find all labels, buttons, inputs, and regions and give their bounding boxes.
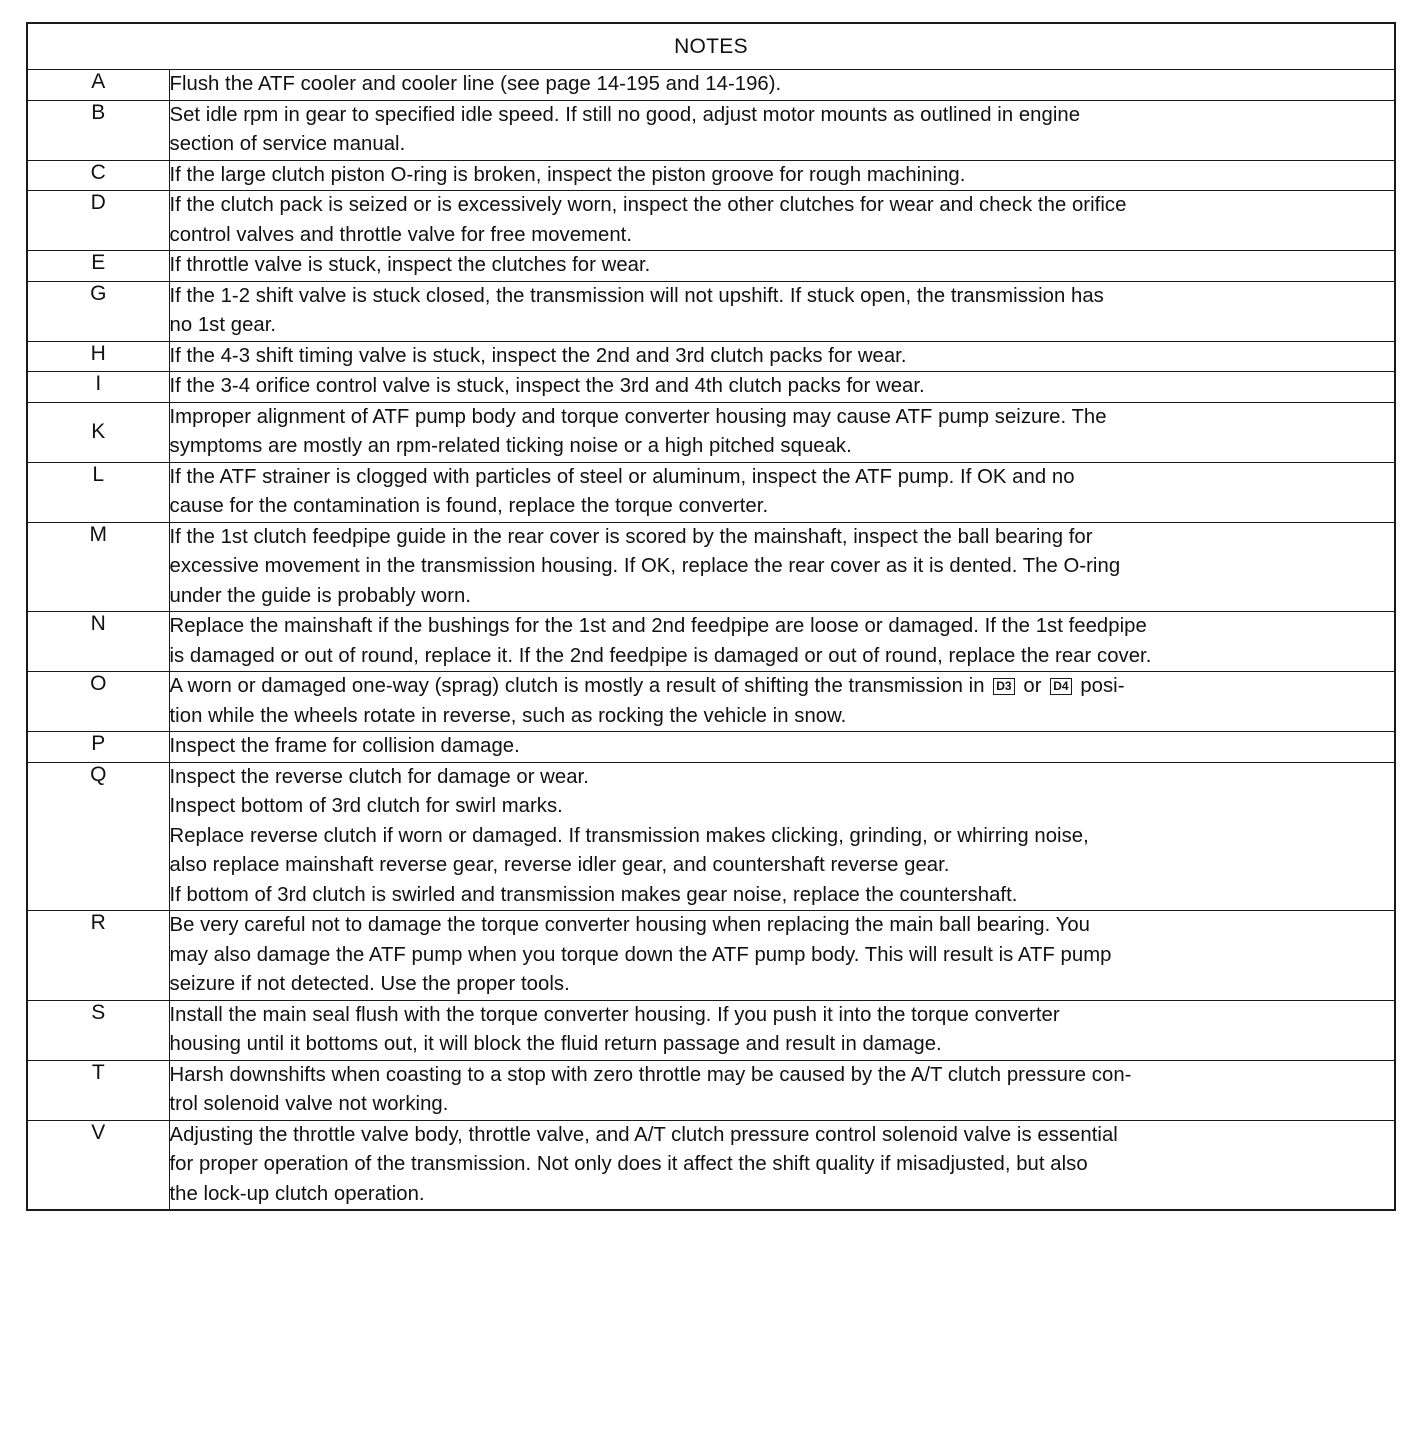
note-letter: M bbox=[27, 522, 169, 612]
d4-position-icon: D4 bbox=[1050, 678, 1071, 695]
note-text: Be very careful not to damage the torque converter housing when replacing the main ball bearing. You may also damage the ATF pump when you torque down the ATF pump body. This will result is ATF pump seizure if not detected. Use the proper tools. bbox=[169, 911, 1395, 1001]
note-text: Harsh downshifts when coasting to a stop with zero throttle may be caused by the A/T clutch pressure con- trol solenoid valve not working. bbox=[169, 1060, 1395, 1120]
note-text: Adjusting the throttle valve body, throttle valve, and A/T clutch pressure control solenoid valve is essential for proper operation of the transmission. Not only does it affect the shift quality if misadjusted, but also the lock-up clutch operation. bbox=[169, 1120, 1395, 1210]
note-letter: E bbox=[27, 251, 169, 282]
notes-title: NOTES bbox=[27, 23, 1395, 70]
note-row-m bbox=[27, 522, 1395, 612]
note-row-n bbox=[27, 612, 1395, 672]
note-text: Inspect the reverse clutch for damage or wear. Inspect bottom of 3rd clutch for swirl marks. Replace reverse clutch if worn or damaged. If transmission makes clicking, grinding, or whirring noise, also replace mainshaft reverse gear, reverse idler gear, and countershaft reverse gear. If bottom of 3rd clutch is swirled and transmission makes gear noise, replace the countershaft. bbox=[169, 762, 1395, 911]
note-row-e bbox=[27, 251, 1395, 282]
note-letter: C bbox=[27, 160, 169, 191]
note-letter: S bbox=[27, 1000, 169, 1060]
note-text: Replace the mainshaft if the bushings for the 1st and 2nd feedpipe are loose or damaged. If the 1st feedpipe is damaged or out of round, replace it. If the 2nd feedpipe is damaged or out of round, replace the rear cover. bbox=[169, 612, 1395, 672]
note-row-q bbox=[27, 762, 1395, 911]
note-letter: V bbox=[27, 1120, 169, 1210]
note-text: Install the main seal flush with the torque converter housing. If you push it into the torque converter housing until it bottoms out, it will block the fluid return passage and result in damage. bbox=[169, 1000, 1395, 1060]
note-letter: T bbox=[27, 1060, 169, 1120]
note-text-part: posi- tion while the wheels rotate in reverse, such as rocking the vehicle in snow. bbox=[169, 675, 1125, 727]
note-text: If the 1-2 shift valve is stuck closed, the transmission will not upshift. If stuck open, the transmission has no 1st gear. bbox=[169, 281, 1395, 341]
note-text: If the ATF strainer is clogged with particles of steel or aluminum, inspect the ATF pump. If OK and no cause for the contamination is found, replace the torque converter. bbox=[169, 462, 1395, 522]
note-text: Improper alignment of ATF pump body and torque converter housing may cause ATF pump seizure. The symptoms are mostly an rpm-related ticking noise or a high pitched squeak. bbox=[169, 402, 1395, 462]
note-letter: K bbox=[27, 402, 169, 462]
d3-position-icon: D3 bbox=[993, 678, 1014, 695]
note-row-l bbox=[27, 462, 1395, 522]
note-row-r bbox=[27, 911, 1395, 1001]
note-text-part: A worn or damaged one-way (sprag) clutch is mostly a result of shifting the transmission in bbox=[169, 675, 985, 697]
note-letter: A bbox=[27, 70, 169, 101]
note-row-b bbox=[27, 100, 1395, 160]
note-letter: R bbox=[27, 911, 169, 1001]
note-letter: I bbox=[27, 372, 169, 403]
note-text: Set idle rpm in gear to specified idle speed. If still no good, adjust motor mounts as outlined in engine section of service manual. bbox=[169, 100, 1395, 160]
note-row-s bbox=[27, 1000, 1395, 1060]
note-letter: P bbox=[27, 732, 169, 763]
note-row-k bbox=[27, 402, 1395, 462]
note-text-part: or bbox=[1023, 675, 1042, 697]
note-row-c bbox=[27, 160, 1395, 191]
note-row-i bbox=[27, 372, 1395, 403]
note-row-h bbox=[27, 341, 1395, 372]
note-text: Flush the ATF cooler and cooler line (see page 14-195 and 14-196). bbox=[169, 70, 1395, 101]
note-text: If the 1st clutch feedpipe guide in the rear cover is scored by the mainshaft, inspect the ball bearing for excessive movement in the transmission housing. If OK, replace the rear cover as it is dented. The O-ring under the guide is probably worn. bbox=[169, 522, 1395, 612]
notes-header-row bbox=[27, 23, 1395, 70]
notes-table bbox=[26, 22, 1396, 1211]
note-row-a bbox=[27, 70, 1395, 101]
note-letter: O bbox=[27, 672, 169, 732]
note-row-p bbox=[27, 732, 1395, 763]
note-row-g bbox=[27, 281, 1395, 341]
note-row-t bbox=[27, 1060, 1395, 1120]
note-letter: D bbox=[27, 191, 169, 251]
note-text: If the 4-3 shift timing valve is stuck, inspect the 2nd and 3rd clutch packs for wear. bbox=[169, 341, 1395, 372]
note-letter: G bbox=[27, 281, 169, 341]
note-letter: N bbox=[27, 612, 169, 672]
note-row-o bbox=[27, 672, 1395, 732]
note-text: If the large clutch piston O-ring is broken, inspect the piston groove for rough machining. bbox=[169, 160, 1395, 191]
note-text: If the 3-4 orifice control valve is stuck, inspect the 3rd and 4th clutch packs for wear. bbox=[169, 372, 1395, 403]
note-text bbox=[169, 672, 1395, 732]
note-text: Inspect the frame for collision damage. bbox=[169, 732, 1395, 763]
note-letter: B bbox=[27, 100, 169, 160]
note-letter: L bbox=[27, 462, 169, 522]
note-letter: H bbox=[27, 341, 169, 372]
note-text: If the clutch pack is seized or is excessively worn, inspect the other clutches for wear and check the orifice control valves and throttle valve for free movement. bbox=[169, 191, 1395, 251]
note-row-d bbox=[27, 191, 1395, 251]
note-letter: Q bbox=[27, 762, 169, 911]
note-text: If throttle valve is stuck, inspect the clutches for wear. bbox=[169, 251, 1395, 282]
note-row-v bbox=[27, 1120, 1395, 1210]
